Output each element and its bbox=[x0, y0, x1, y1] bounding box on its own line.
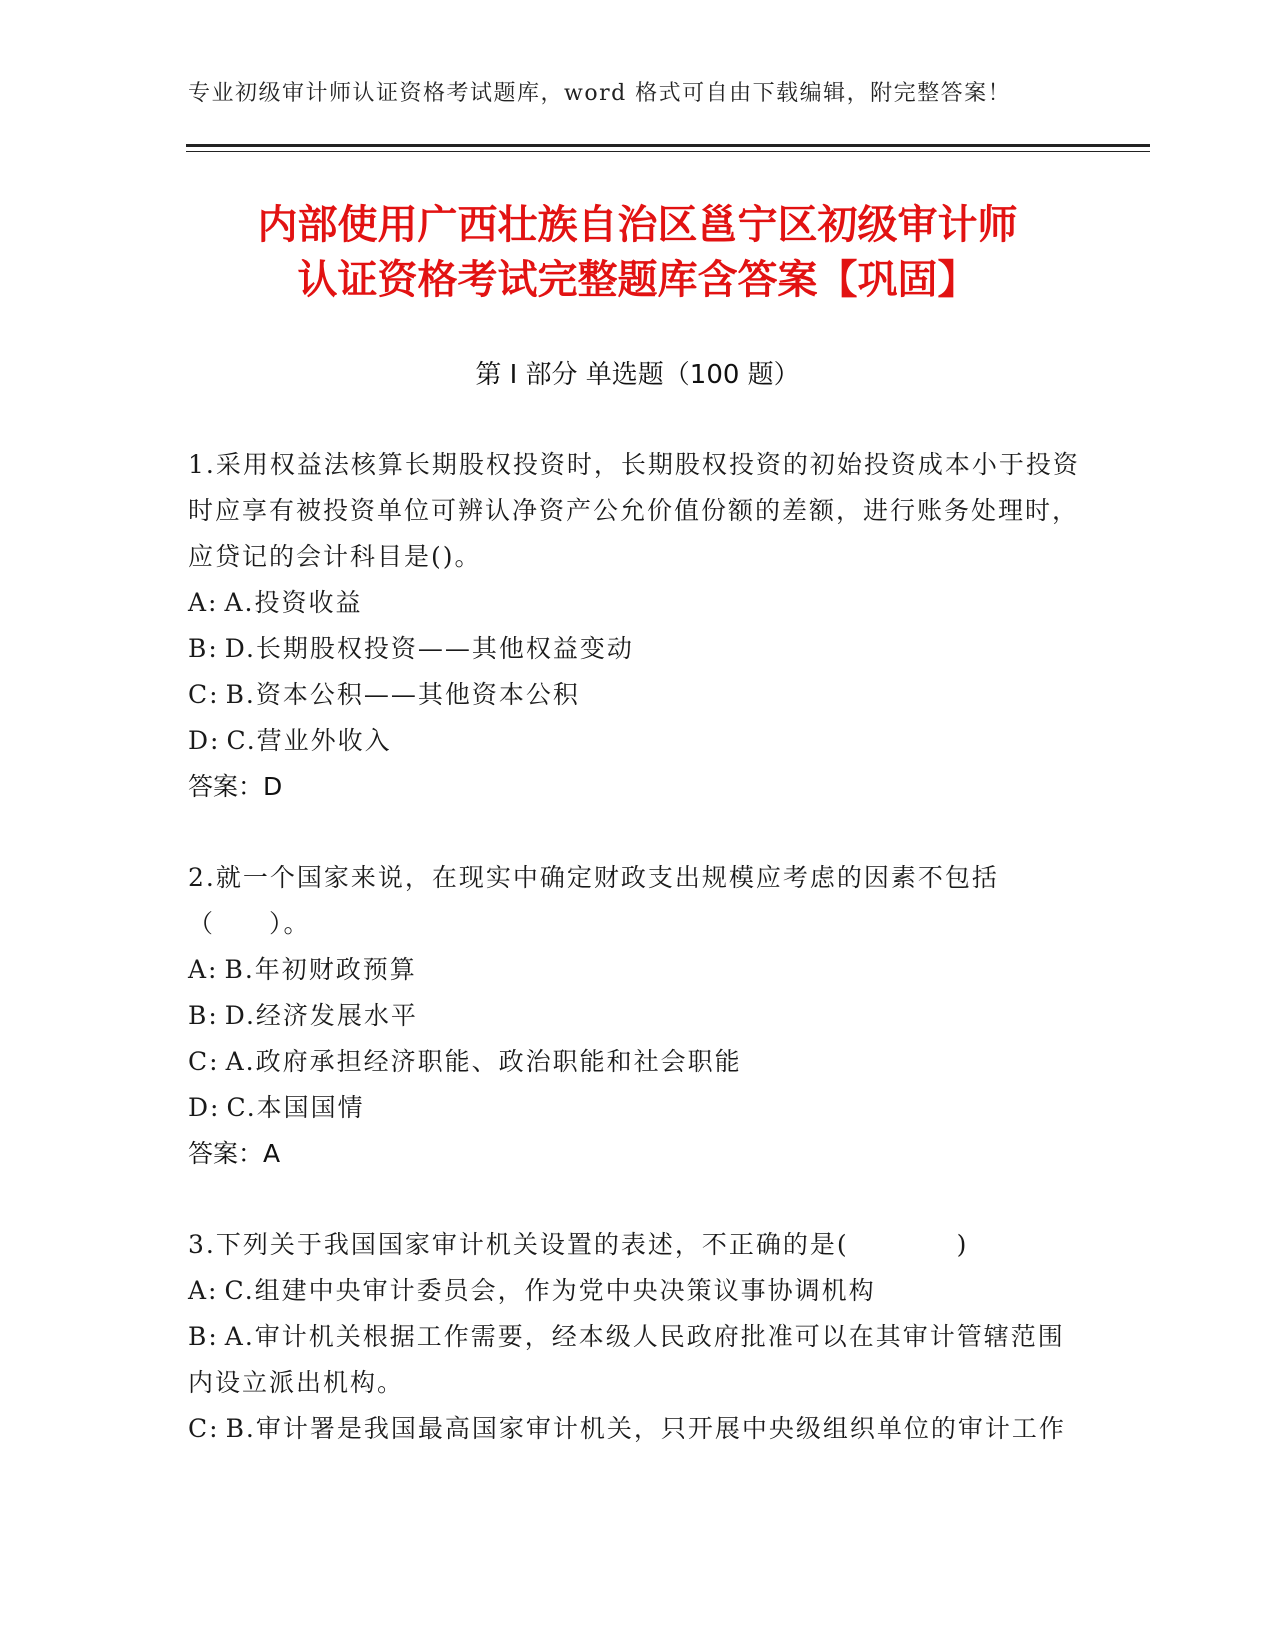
option-a bbox=[188, 1268, 1088, 1314]
header-rule-thick bbox=[186, 144, 1150, 147]
option-b bbox=[188, 993, 1088, 1039]
option-label: C: bbox=[188, 680, 220, 709]
title-line-1: 内部使用广西壮族自治区邕宁区初级审计师 bbox=[257, 202, 1018, 248]
section-title: 第 I 部分 单选题（100 题） bbox=[475, 360, 800, 390]
title-line-2: 认证资格考试完整题库含答案【巩固】 bbox=[297, 257, 978, 303]
answer: 答案：D bbox=[188, 772, 283, 801]
option-text: B.资本公积——其他资本公积 bbox=[225, 680, 580, 709]
option-text: C.营业外收入 bbox=[226, 726, 392, 755]
option-a bbox=[188, 947, 1088, 993]
option-b bbox=[188, 626, 1088, 672]
option-label: D: bbox=[188, 726, 221, 755]
question-3 bbox=[188, 1222, 1088, 1452]
option-c bbox=[188, 1039, 1088, 1085]
option-c bbox=[188, 672, 1088, 718]
option-d bbox=[188, 718, 1088, 764]
document-title bbox=[160, 198, 1115, 308]
option-label: C: bbox=[188, 1047, 220, 1076]
question-list bbox=[188, 442, 1088, 1497]
question-text: 1.采用权益法核算长期股权投资时，长期股权投资的初始投资成本小于投资时应享有被投资单位可辨认净资产公允价值份额的差额，进行账务处理时，应贷记的会计科目是()。 bbox=[188, 450, 1080, 571]
page-header: 专业初级审计师认证资格考试题库，word 格式可自由下载编辑，附完整答案！ bbox=[188, 81, 1012, 106]
option-text: B.审计署是我国最高国家审计机关，只开展中央级组织单位的审计工作 bbox=[225, 1414, 1066, 1443]
option-label: B: bbox=[188, 634, 219, 663]
option-label: C: bbox=[188, 1414, 220, 1443]
question-2 bbox=[188, 855, 1088, 1177]
question-1 bbox=[188, 442, 1088, 810]
header-rule-thin bbox=[186, 151, 1150, 152]
option-text: D.长期股权投资——其他权益变动 bbox=[224, 634, 634, 663]
option-a bbox=[188, 580, 1088, 626]
option-b bbox=[188, 1314, 1088, 1406]
option-text: C.组建中央审计委员会，作为党中央决策议事协调机构 bbox=[224, 1276, 876, 1305]
option-label: A: bbox=[188, 955, 219, 984]
option-text: A.政府承担经济职能、政治职能和社会职能 bbox=[225, 1047, 742, 1076]
option-text: C.本国国情 bbox=[226, 1093, 365, 1122]
option-d bbox=[188, 1085, 1088, 1131]
option-text: D.经济发展水平 bbox=[224, 1001, 418, 1030]
option-text: B.年初财政预算 bbox=[224, 955, 417, 984]
option-label: B: bbox=[188, 1001, 219, 1030]
answer: 答案：A bbox=[188, 1139, 281, 1168]
question-text: 2.就一个国家来说，在现实中确定财政支出规模应考虑的因素不包括（ ）。 bbox=[188, 863, 999, 938]
option-label: B: bbox=[188, 1322, 219, 1351]
option-label: A: bbox=[188, 1276, 219, 1305]
option-label: A: bbox=[188, 588, 219, 617]
option-label: D: bbox=[188, 1093, 221, 1122]
option-text: A.投资收益 bbox=[224, 588, 363, 617]
option-text: A.审计机关根据工作需要，经本级人民政府批准可以在其审计管辖范围内设立派出机构。 bbox=[188, 1322, 1065, 1397]
question-text: 3.下列关于我国国家审计机关设置的表述，不正确的是( ) bbox=[188, 1230, 969, 1259]
option-c bbox=[188, 1406, 1088, 1452]
